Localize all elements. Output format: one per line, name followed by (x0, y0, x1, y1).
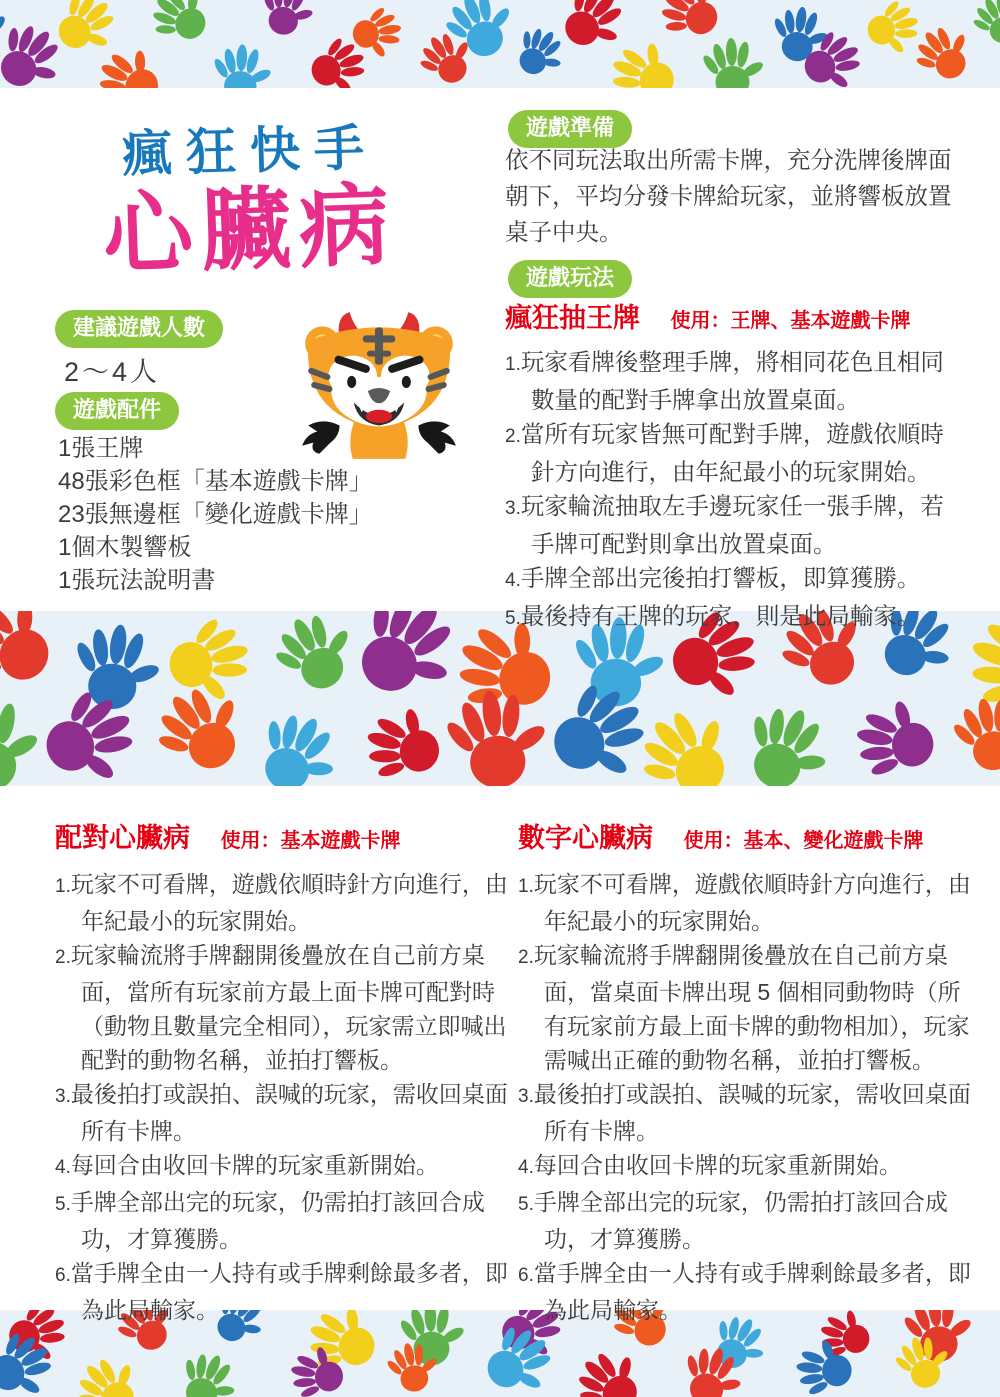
handprint-icon (946, 691, 1000, 778)
component-item: 48張彩色框「基本遊戲卡牌」 (58, 468, 373, 495)
howto-badge: 遊戲玩法 (508, 260, 632, 298)
handprint-icon (861, 0, 925, 61)
prep-badge: 遊戲準備 (508, 110, 632, 148)
game-heading (55, 816, 513, 855)
step-item: 當手牌全由一人持有或手牌剩餘最多者，即為此局輸家。 (533, 1260, 971, 1323)
game-steps (55, 867, 513, 1327)
step-item: 玩家不可看牌，遊戲依順時針方向進行，由年紀最小的玩家開始。 (70, 871, 508, 934)
handprint-icon (965, 0, 1000, 53)
middle-handprint-band (0, 611, 1000, 786)
game-usage: 使用：王牌、基本遊戲卡牌 (670, 310, 911, 332)
handprint-pattern (0, 611, 1000, 786)
step-item: 玩家輪流將手牌翻開後疊放在自己前方桌面，當桌面卡牌出現 5 個相同動物時（所有玩家前方最上面卡牌的動物相加），玩家需喊出正確的動物名稱，並拍打響板。 (533, 942, 970, 1073)
game-section-matching-hearts (55, 816, 513, 1327)
component-item: 23張無邊框「變化遊戲卡牌」 (58, 501, 373, 528)
component-item: 1張玩法說明書 (58, 567, 216, 594)
devil-tiger-mascot-icon (293, 308, 465, 460)
step-item: 玩家輪流將手牌翻開後疊放在自己前方桌面，當所有玩家前方最上面卡牌可配對時（動物且數量完全相同），玩家需立即喊出配對的動物名稱，並拍打響板。 (70, 942, 507, 1073)
step-item: 手牌全部出完後拍打響板，即算獲勝。 (520, 565, 921, 591)
players-count: 2～4人 (64, 357, 161, 387)
handprint-icon (0, 611, 70, 707)
handprint-icon (565, 1337, 655, 1397)
handprint-icon (141, 0, 220, 55)
handprint-icon (358, 697, 450, 786)
step-item: 最後持有王牌的玩家，則是此局輸家。 (520, 602, 921, 629)
handprint-icon (210, 43, 274, 88)
component-item: 1個木製響板 (58, 534, 192, 561)
handprint-icon (141, 669, 262, 786)
game-name: 配對心臟病 (55, 823, 190, 853)
game-steps (505, 345, 967, 636)
handprint-icon (242, 700, 353, 786)
top-handprint-band (0, 0, 1000, 88)
step-item: 玩家不可看牌，遊戲依順時針方向進行，由年紀最小的玩家開始。 (533, 871, 971, 934)
component-item: 1張王牌 (58, 435, 144, 462)
step-item: 每回合由收回卡牌的玩家重新開始。 (533, 1152, 902, 1178)
players-badge: 建議遊戲人數 (55, 310, 223, 348)
step-item: 玩家輪流抽取左手邊玩家任一張手牌，若手牌可配對則拿出放置桌面。 (520, 493, 944, 557)
handprint-pattern (0, 0, 1000, 88)
game-usage: 使用：基本、變化遊戲卡牌 (683, 830, 924, 852)
components-badge: 遊戲配件 (55, 392, 179, 430)
game-heading (518, 816, 976, 855)
handprint-icon (623, 690, 751, 786)
handprint-icon (333, 611, 477, 719)
handprint-icon (0, 696, 42, 786)
game-main-title: 心臟病 (101, 175, 399, 287)
game-name: 數字心臟病 (518, 823, 653, 853)
step-item: 最後拍打或誤拍、誤喊的玩家，需收回桌面所有卡牌。 (70, 1081, 508, 1144)
step-item: 最後拍打或誤拍、誤喊的玩家，需收回桌面所有卡牌。 (533, 1081, 971, 1144)
step-item: 當所有玩家皆無可配對手牌，遊戲依順時針方向進行，由年紀最小的玩家開始。 (520, 421, 944, 485)
handprint-icon (905, 15, 983, 88)
handprint-icon (650, 0, 731, 51)
step-item: 手牌全部出完的玩家，仍需拍打該回合成功，才算獲勝。 (533, 1189, 948, 1252)
game-name: 瘋狂抽王牌 (505, 303, 640, 333)
step-item: 玩家看牌後整理手牌，將相同花色且相同數量的配對手牌拿出放置桌面。 (520, 349, 944, 413)
handprint-icon (505, 19, 574, 87)
handprint-icon (349, 3, 406, 62)
step-item: 手牌全部出完的玩家，仍需拍打該回合成功，才算獲勝。 (70, 1189, 485, 1252)
handprint-icon (169, 1344, 246, 1397)
game-title-block (40, 119, 460, 287)
handprint-icon (65, 1344, 152, 1397)
step-item: 每回合由收回卡牌的玩家重新開始。 (70, 1152, 439, 1178)
game-series-title: 瘋狂快手 (121, 119, 379, 183)
step-item: 當手牌全由一人持有或手牌剩餘最多者，即為此局輸家。 (70, 1260, 508, 1323)
handprint-icon (730, 693, 844, 786)
handprint-icon (602, 31, 685, 88)
game-heading (505, 296, 967, 335)
handprint-icon (700, 37, 766, 88)
handprint-icon (849, 692, 941, 786)
game-section-number-hearts (518, 816, 976, 1327)
handprint-icon (262, 611, 367, 704)
game-usage: 使用：基本遊戲卡牌 (220, 830, 401, 852)
game-steps (518, 867, 976, 1327)
game-section-crazy-joker (505, 296, 967, 636)
prep-text: 依不同玩法取出所需卡牌，充分洗牌後牌面朝下，平均分發卡牌給玩家，並將響板放置桌子中央。 (505, 147, 952, 245)
handprint-icon (254, 0, 319, 41)
